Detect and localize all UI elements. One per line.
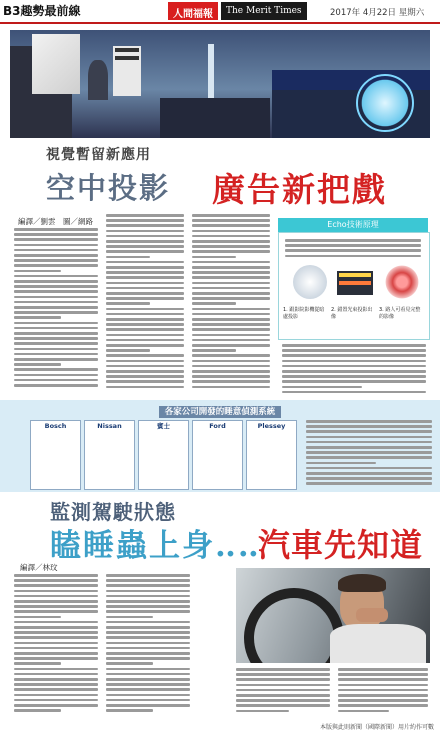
tile-brand: Nissan	[97, 422, 122, 430]
body-text-line	[106, 610, 190, 613]
body-text-line	[14, 584, 98, 587]
body-text-line	[14, 337, 98, 340]
body-text-line	[306, 482, 432, 485]
body-text-line	[14, 678, 98, 681]
city-skyline	[160, 98, 270, 138]
story1-column-2	[106, 214, 186, 392]
body-text-line	[306, 430, 432, 433]
projected-face-image	[32, 34, 80, 94]
tile-brand: Plessey	[257, 422, 286, 430]
body-text-line	[14, 704, 98, 707]
body-text-line	[14, 647, 98, 650]
body-text-line	[236, 684, 330, 687]
body-text-line	[106, 313, 184, 316]
story2-column-2	[106, 574, 192, 716]
body-text-line	[192, 219, 270, 222]
body-text-line	[14, 368, 98, 371]
body-text-line	[192, 256, 236, 259]
body-text-line	[106, 600, 190, 603]
brand-name-en: The Merit Times	[221, 2, 307, 20]
body-text-line	[14, 233, 98, 236]
body-text-line	[14, 249, 98, 252]
body-text-line	[282, 349, 426, 352]
body-text-line	[106, 266, 184, 269]
body-text-line	[106, 349, 150, 352]
story1-column-3	[192, 214, 272, 392]
tower-light	[208, 44, 214, 104]
body-text-line	[106, 360, 184, 363]
body-text-line	[192, 261, 270, 264]
body-text-line	[106, 616, 153, 619]
body-text-line	[106, 662, 153, 665]
body-text-line	[192, 308, 270, 311]
body-text-line	[192, 339, 270, 342]
story2-byline: 編譯／林玟	[20, 563, 58, 572]
body-text-line	[192, 349, 236, 352]
body-text-line	[282, 360, 426, 363]
body-text-line	[14, 652, 98, 655]
story2-column-3	[236, 668, 332, 716]
body-text-line	[106, 574, 190, 577]
body-text-line	[106, 354, 184, 357]
body-text-line	[106, 282, 184, 285]
footer-caption: 本版與此則新聞（國際新聞）用片約作可數	[320, 724, 435, 731]
body-text-line	[285, 255, 421, 258]
body-text-line	[106, 261, 184, 264]
body-text-line	[14, 228, 98, 231]
body-text-line	[106, 642, 190, 645]
body-text-line	[14, 280, 98, 283]
body-text-line	[106, 365, 184, 368]
eye-icon	[383, 263, 421, 301]
body-text-line	[14, 694, 98, 697]
body-text-line	[106, 652, 190, 655]
body-text-line	[106, 214, 184, 217]
body-text-line	[192, 386, 270, 389]
body-text-line	[106, 230, 184, 233]
body-text-line	[14, 238, 98, 241]
body-text-line	[338, 689, 428, 692]
story1-byline: 編譯／劉雲 圖／網路	[18, 217, 93, 226]
body-text-line	[14, 285, 98, 288]
body-text-line	[106, 318, 184, 321]
driver-hand	[356, 608, 388, 622]
story1-column-1	[14, 228, 100, 392]
body-text-line	[192, 328, 270, 331]
story1-kicker: 視覺暫留新應用	[46, 147, 151, 163]
body-text-line	[14, 595, 98, 598]
body-text-line	[338, 684, 428, 687]
body-text-line	[106, 308, 184, 311]
driver-shirt	[330, 624, 426, 663]
body-text-line	[106, 370, 184, 373]
body-text-line	[106, 224, 184, 227]
body-text-line	[285, 249, 421, 252]
infographic-tile	[84, 420, 135, 490]
body-text-line	[236, 710, 289, 713]
body-text-line	[14, 610, 98, 613]
echo-caption-1: 1. 跟影院影機從暗處投影	[283, 307, 325, 320]
body-text-line	[192, 245, 270, 248]
body-text-line	[14, 348, 98, 351]
body-text-line	[236, 694, 330, 697]
body-text-line	[106, 657, 190, 660]
story1-headline-part2: 廣告新把戲	[212, 170, 387, 209]
body-text-line	[306, 425, 432, 428]
body-text-line	[306, 451, 432, 454]
body-text-line	[106, 380, 184, 383]
infographic-tile	[30, 420, 81, 490]
body-text-line	[14, 353, 98, 356]
body-text-line	[306, 420, 432, 423]
body-text-line	[106, 245, 184, 248]
body-text-line	[192, 292, 270, 295]
body-text-line	[192, 380, 270, 383]
body-text-line	[282, 380, 426, 383]
body-text-line	[192, 266, 270, 269]
body-text-line	[338, 668, 428, 671]
story2-kicker: 監測駕駛狀態	[50, 500, 176, 524]
body-text-line	[338, 699, 428, 702]
story2-headline-part2: 汽車先知道	[258, 526, 424, 564]
story2-headline-part1: 瞌睡蟲上身‥‥	[50, 528, 261, 564]
body-text-line	[106, 631, 190, 634]
body-text-line	[14, 574, 98, 577]
body-text-line	[14, 306, 98, 309]
body-text-line	[14, 296, 98, 299]
body-text-line	[192, 282, 270, 285]
body-text-line	[192, 214, 270, 217]
body-text-line	[14, 600, 98, 603]
body-text-line	[106, 605, 190, 608]
body-text-line	[338, 710, 389, 713]
body-text-line	[306, 472, 432, 475]
body-text-line	[106, 704, 190, 707]
body-text-line	[306, 462, 376, 465]
body-text-line	[306, 467, 432, 470]
body-text-line	[338, 673, 428, 676]
body-text-line	[106, 683, 190, 686]
body-text-line	[282, 370, 426, 373]
body-text-line	[282, 391, 426, 394]
header-rule	[0, 22, 440, 24]
body-text-line	[282, 354, 426, 357]
body-text-line	[14, 636, 98, 639]
body-text-line	[282, 344, 426, 347]
body-text-line	[192, 230, 270, 233]
echo-box-title: Echo技術原理	[327, 220, 379, 229]
body-text-line	[192, 375, 270, 378]
infographic-title	[0, 405, 440, 417]
body-text-line	[14, 626, 98, 629]
body-text-line	[106, 292, 184, 295]
body-text-line	[14, 683, 98, 686]
beam-stripe	[339, 281, 371, 285]
body-text-line	[14, 290, 98, 293]
body-text-line	[14, 316, 61, 319]
body-text-line	[338, 694, 428, 697]
body-text-line	[192, 302, 236, 305]
body-text-line	[236, 699, 330, 702]
beam-stripe	[339, 273, 371, 277]
body-text-line	[106, 271, 184, 274]
body-text-line	[14, 657, 98, 660]
body-text-line	[14, 342, 98, 345]
echo-diagram	[278, 232, 430, 340]
infographic-tile	[138, 420, 189, 490]
tile-brand: Ford	[209, 422, 226, 430]
body-text-line	[192, 287, 270, 290]
body-text-line	[192, 250, 270, 253]
body-text-line	[236, 673, 330, 676]
body-text-line	[106, 276, 184, 279]
body-text-line	[236, 668, 330, 671]
body-text-line	[14, 662, 61, 665]
body-text-line	[106, 219, 184, 222]
body-text-line	[106, 709, 153, 712]
body-text-line	[106, 344, 184, 347]
body-text-line	[106, 647, 190, 650]
body-text-line	[106, 323, 184, 326]
body-text-line	[14, 374, 98, 377]
echo-caption-3: 3. 路人可看見完整的影像	[379, 307, 421, 320]
body-text-line	[106, 595, 190, 598]
body-text-line	[285, 239, 421, 242]
body-text-line	[192, 354, 270, 357]
body-text-line	[14, 668, 98, 671]
story2-column-4	[338, 668, 430, 716]
body-text-line	[14, 621, 98, 624]
body-text-line	[106, 668, 190, 671]
body-text-line	[282, 365, 426, 368]
infographic-title-text: 各家公司開發的睡意偵測系統	[159, 406, 282, 418]
tile-brand: 賓士	[157, 422, 170, 430]
body-text-line	[106, 678, 190, 681]
body-text-line	[106, 626, 190, 629]
body-text-line	[14, 590, 98, 593]
infographic-tile	[192, 420, 243, 490]
body-text-line	[14, 379, 98, 382]
body-text-line	[236, 704, 330, 707]
body-text-line	[192, 276, 270, 279]
brand-name-cn: 人間福報	[168, 2, 218, 20]
story1-headline-part1: 空中投影	[46, 171, 171, 205]
projection-ad-photo	[10, 30, 430, 138]
story1-column-4-lower	[282, 344, 428, 394]
hologram-circle	[356, 74, 414, 132]
body-text-line	[106, 636, 190, 639]
body-text-line	[14, 384, 98, 387]
body-text-line	[106, 240, 184, 243]
body-text-line	[14, 709, 61, 712]
section-label: B3趣勢最前線	[3, 4, 81, 18]
body-text-line	[106, 334, 184, 337]
body-text-line	[106, 579, 190, 582]
body-text-line	[106, 339, 184, 342]
body-text-line	[14, 363, 61, 366]
body-text-line	[14, 605, 98, 608]
body-text-line	[192, 365, 270, 368]
body-text-line	[14, 270, 61, 273]
body-text-line	[106, 297, 184, 300]
body-text-line	[14, 254, 98, 257]
body-text-line	[106, 584, 190, 587]
body-text-line	[106, 673, 190, 676]
body-text-line	[14, 301, 98, 304]
body-text-line	[14, 311, 98, 314]
infographic-side-text	[306, 420, 434, 488]
body-text-line	[106, 287, 184, 290]
body-text-line	[14, 699, 98, 702]
body-text-line	[14, 579, 98, 582]
body-text-line	[192, 297, 270, 300]
person-silhouette	[88, 60, 108, 100]
body-text-line	[192, 344, 270, 347]
body-text-line	[106, 688, 190, 691]
body-text-line	[106, 235, 184, 238]
story2-column-1	[14, 574, 100, 716]
body-text-line	[14, 322, 98, 325]
body-text-line	[192, 370, 270, 373]
issue-date: 2017年 4月22日 星期六	[330, 8, 425, 18]
projected-text-panel	[113, 46, 141, 96]
body-text-line	[14, 244, 98, 247]
panel-line	[115, 48, 139, 52]
body-text-line	[14, 264, 98, 267]
body-text-line	[192, 271, 270, 274]
body-text-line	[192, 318, 270, 321]
body-text-line	[306, 446, 432, 449]
body-text-line	[14, 673, 98, 676]
body-text-line	[192, 360, 270, 363]
body-text-line	[106, 699, 190, 702]
body-text-line	[282, 386, 362, 389]
driver-hair	[338, 574, 386, 592]
tile-brand: Bosch	[44, 422, 67, 430]
body-text-line	[236, 689, 330, 692]
body-text-line	[192, 334, 270, 337]
body-text-line	[14, 688, 98, 691]
body-text-line	[306, 477, 432, 480]
body-text-line	[282, 375, 426, 378]
body-text-line	[106, 694, 190, 697]
body-text-line	[306, 436, 432, 439]
body-text-line	[306, 441, 432, 444]
body-text-line	[14, 327, 98, 330]
body-text-line	[14, 631, 98, 634]
masthead	[168, 2, 307, 20]
body-text-line	[285, 244, 421, 247]
body-text-line	[338, 704, 428, 707]
body-text-line	[14, 275, 98, 278]
infographic-tile	[246, 420, 297, 490]
body-text-line	[106, 250, 184, 253]
body-text-line	[192, 313, 270, 316]
panel-line	[115, 56, 139, 60]
body-text-line	[14, 332, 98, 335]
echo-caption-2: 2. 錯置光束投影出像	[331, 307, 373, 320]
body-text-line	[106, 328, 184, 331]
body-text-line	[106, 590, 190, 593]
body-text-line	[106, 621, 190, 624]
body-text-line	[192, 240, 270, 243]
body-text-line	[14, 616, 61, 619]
body-text-line	[192, 323, 270, 326]
body-text-line	[14, 358, 98, 361]
echo-intro-text	[285, 239, 423, 259]
body-text-line	[306, 456, 432, 459]
drowsy-driver-photo	[236, 568, 430, 663]
body-text-line	[192, 235, 270, 238]
body-text-line	[106, 302, 150, 305]
projector-lens-icon	[293, 265, 327, 299]
body-text-line	[236, 678, 330, 681]
body-text-line	[192, 224, 270, 227]
body-text-line	[106, 386, 184, 389]
body-text-line	[106, 375, 184, 378]
body-text-line	[14, 259, 98, 262]
body-text-line	[14, 642, 98, 645]
body-text-line	[338, 678, 428, 681]
body-text-line	[106, 256, 150, 259]
